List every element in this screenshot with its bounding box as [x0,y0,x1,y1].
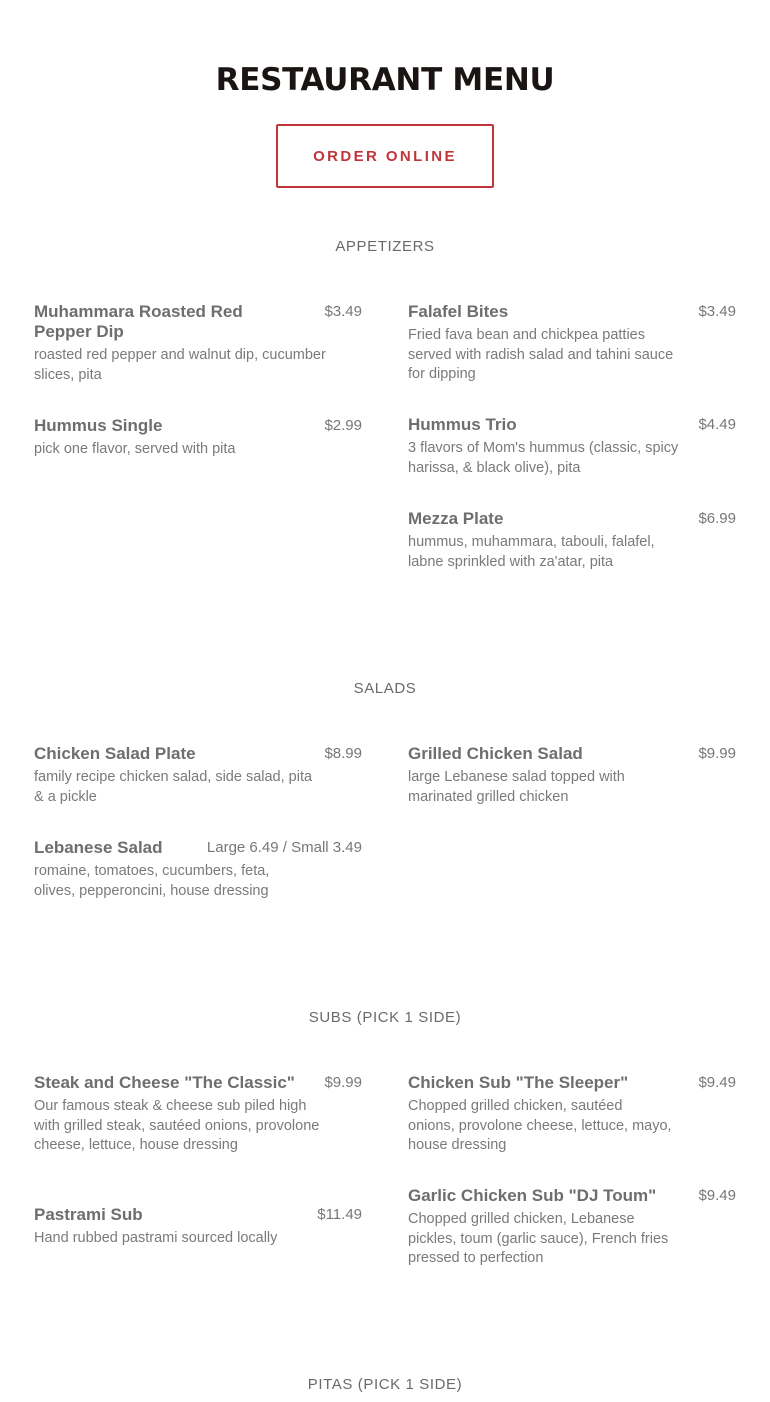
item-description: large Lebanese salad topped with marinated grilled chicken [408,769,625,805]
item-description: family recipe chicken salad, side salad, pita & a pickle [34,769,313,805]
item-price: $2.99 [324,417,362,434]
item-name: Lebanese Salad [34,838,163,857]
item-description: Chopped grilled chicken, sautéed onions, provolone cheese, lettuce, mayo, house dressing [408,1098,672,1153]
item-description: pick one flavor, served with pita [34,441,236,457]
menu-item-hummus-trio [408,415,736,478]
item-name: Steak and Cheese "The Classic" [34,1073,295,1092]
item-description: roasted red pepper and walnut dip, cucumber slices, pita [34,347,326,383]
menu-item-muhammara [34,302,362,385]
item-name: Hummus Single [34,416,163,435]
item-name: Mezza Plate [408,509,504,528]
section-title-salads: SALADS [353,680,417,697]
menu-item-garlic-chicken-sub [408,1186,736,1269]
item-price: Large 6.49 / Small 3.49 [206,839,362,856]
menu-item-hummus-single [34,416,362,460]
item-description: 3 flavors of Mom's hummus (classic, spicy harissa, & black olive), pita [408,440,679,476]
menu-item-pastrami-sub [34,1205,362,1249]
menu-item-steak-and-cheese [34,1073,362,1156]
item-price: $6.99 [698,510,736,527]
item-description: hummus, muhammara, tabouli, falafel, labne sprinkled with za'atar, pita [408,534,655,570]
menu-item-grilled-chicken-salad [408,744,736,807]
menu-item-chicken-salad-plate [34,744,362,807]
item-price: $4.49 [698,416,736,433]
section-title-pitas: PITAS (PICK 1 SIDE) [307,1376,463,1393]
item-price: $8.99 [324,745,362,762]
item-price: $3.49 [324,303,362,320]
item-name: Grilled Chicken Salad [408,744,583,763]
item-price: $9.99 [324,1074,362,1091]
menu-item-mezza-plate [408,509,736,572]
item-name: Muhammara Roasted Red Pepper Dip [34,302,243,341]
order-online-button[interactable]: ORDER ONLINE [276,124,494,188]
menu-item-falafel-bites [408,302,736,385]
menu-item-lebanese-salad [34,838,362,901]
item-price: $9.99 [698,745,736,762]
item-name: Garlic Chicken Sub "DJ Toum" [408,1186,657,1205]
item-description: Fried fava bean and chickpea patties served with radish salad and tahini sauce for dipping [408,327,674,382]
item-price: $9.49 [698,1074,736,1091]
item-price: $3.49 [698,303,736,320]
item-description: Chopped grilled chicken, Lebanese pickles, toum (garlic sauce), French fries pressed to perfection [408,1211,669,1266]
menu-item-chicken-sub [408,1073,736,1156]
item-name: Chicken Salad Plate [34,744,196,763]
item-name: Chicken Sub "The Sleeper" [408,1073,629,1092]
page-title: RESTAURANT MENU [215,62,555,98]
item-description: Hand rubbed pastrami sourced locally [34,1230,278,1246]
section-title-appetizers: APPETIZERS [335,238,435,255]
item-name: Falafel Bites [408,302,509,321]
section-title-subs: SUBS (PICK 1 SIDE) [308,1009,462,1026]
item-price: $11.49 [317,1206,362,1223]
item-name: Hummus Trio [408,415,517,434]
item-description: romaine, tomatoes, cucumbers, feta, olives, pepperoncini, house dressing [34,863,270,899]
item-description: Our famous steak & cheese sub piled high with grilled steak, sautéed onions, provolone cheese, lettuce, house dressing [34,1098,320,1153]
item-price: $9.49 [698,1187,736,1204]
item-name: Pastrami Sub [34,1205,143,1224]
